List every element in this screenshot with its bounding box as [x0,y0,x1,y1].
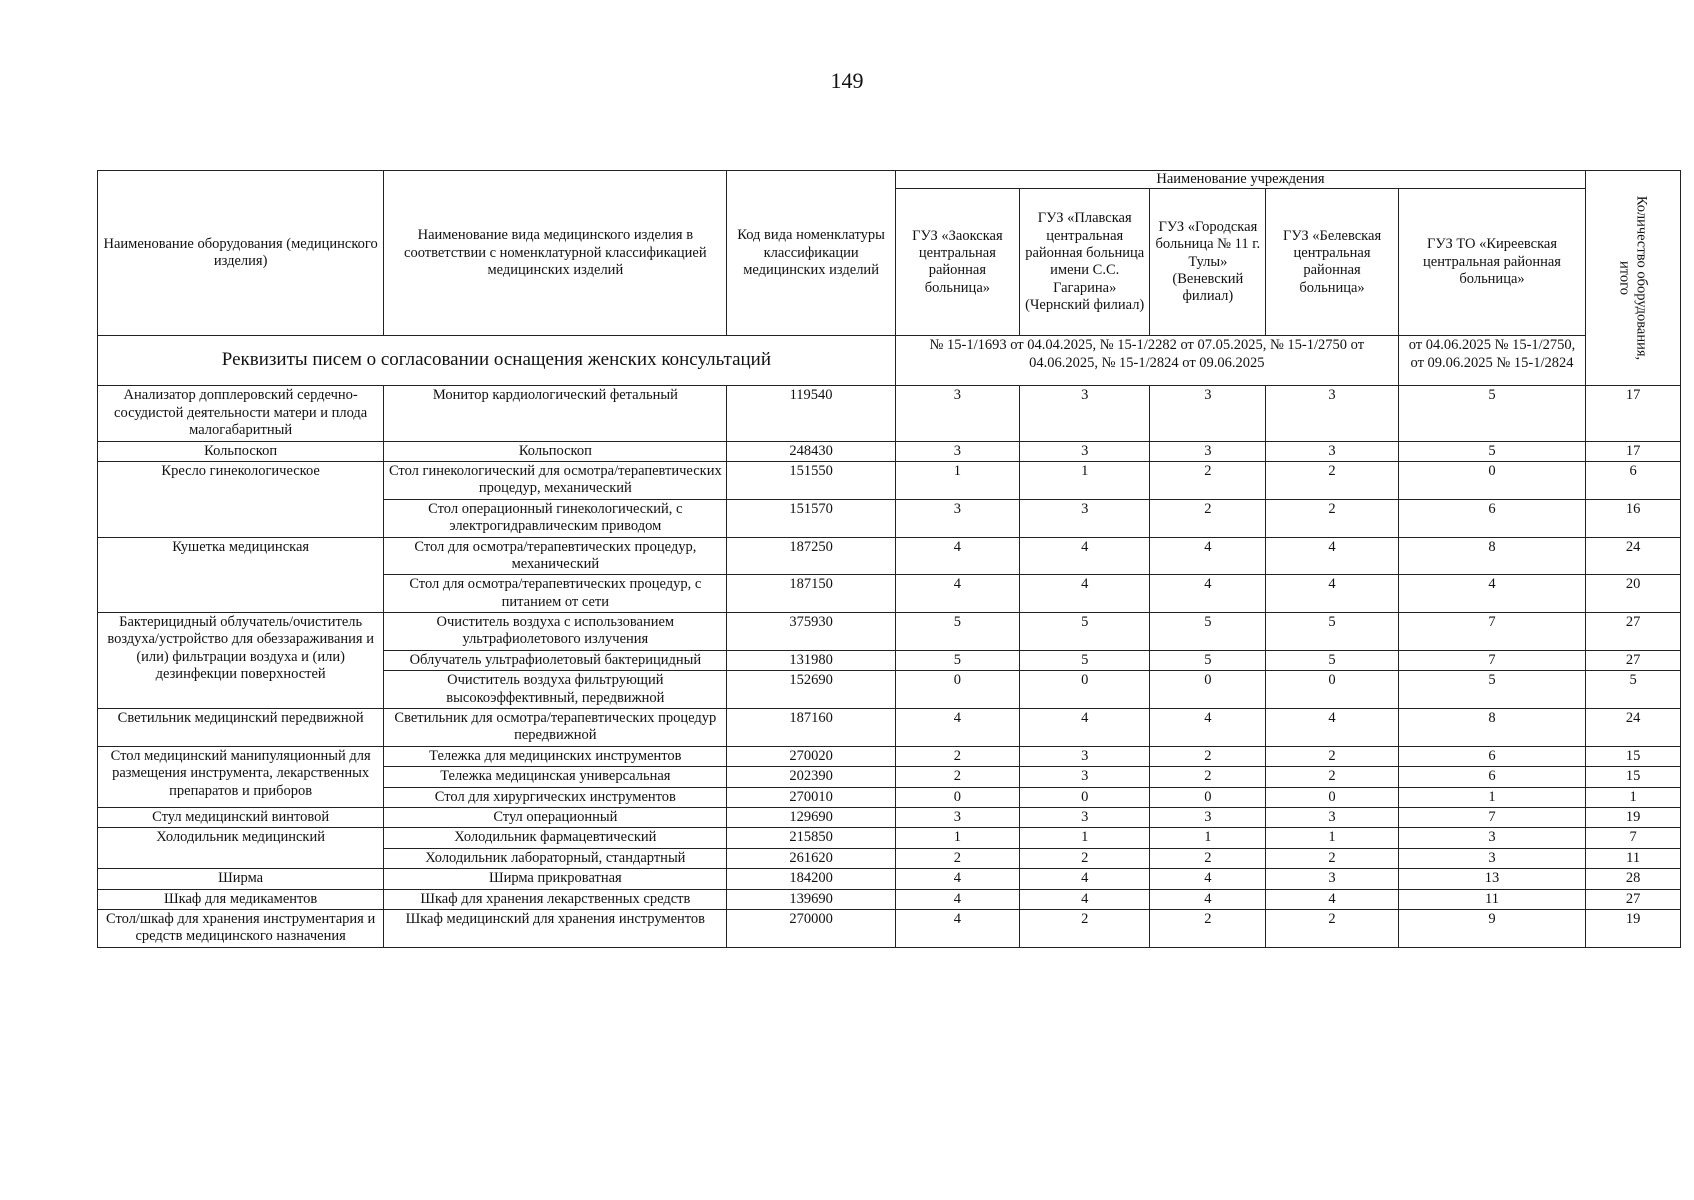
total-cell: 16 [1586,499,1681,537]
quantity-cell-institution-4: 5 [1266,613,1399,651]
quantity-cell-institution-4: 2 [1266,746,1399,766]
device-type-cell: Холодильник лабораторный, стандартный [384,848,727,868]
quantity-cell-institution-4: 0 [1266,671,1399,709]
quantity-cell-institution-5: 8 [1398,537,1585,575]
quantity-cell-institution-4: 2 [1266,499,1399,537]
code-cell: 187250 [727,537,895,575]
quantity-cell-institution-5: 7 [1398,807,1585,827]
quantity-cell-institution-2: 2 [1019,909,1150,947]
quantity-cell-institution-5: 0 [1398,461,1585,499]
equipment-name-cell: Кольпоскоп [98,441,384,461]
quantity-cell-institution-1: 1 [895,461,1019,499]
quantity-cell-institution-4: 1 [1266,828,1399,848]
header-institution-5: ГУЗ ТО «Киреевская центральная районная больница» [1398,189,1585,336]
code-cell: 151570 [727,499,895,537]
equipment-name-cell: Стул медицинский винтовой [98,807,384,827]
total-cell: 24 [1586,709,1681,747]
quantity-cell-institution-2: 1 [1019,461,1150,499]
header-device-type: Наименование вида медицинского изделия в соответствии с номенклатурной классификацией медицинских изделий [384,171,727,336]
quantity-cell-institution-3: 3 [1150,386,1266,441]
quantity-cell-institution-2: 0 [1019,787,1150,807]
quantity-cell-institution-4: 4 [1266,889,1399,909]
quantity-cell-institution-5: 6 [1398,499,1585,537]
equipment-name-cell: Анализатор допплеровский сердечно-сосудистой деятельности матери и плода малогабаритный [98,386,384,441]
quantity-cell-institution-3: 2 [1150,461,1266,499]
quantity-cell-institution-2: 0 [1019,671,1150,709]
total-cell: 24 [1586,537,1681,575]
quantity-cell-institution-5: 3 [1398,828,1585,848]
quantity-cell-institution-1: 2 [895,848,1019,868]
quantity-cell-institution-3: 4 [1150,537,1266,575]
equipment-name-cell: Бактерицидный облучатель/очиститель воздуха/устройство для обеззараживания и (или) фильтрации воздуха и (или) дезинфекции поверхностей [98,613,384,709]
quantity-cell-institution-1: 3 [895,386,1019,441]
code-cell: 375930 [727,613,895,651]
total-cell: 17 [1586,386,1681,441]
header-total [1586,171,1681,386]
quantity-cell-institution-2: 2 [1019,848,1150,868]
device-type-cell: Холодильник фармацевтический [384,828,727,848]
table-row [98,441,1681,461]
quantity-cell-institution-3: 2 [1150,499,1266,537]
quantity-cell-institution-3: 3 [1150,807,1266,827]
quantity-cell-institution-1: 2 [895,746,1019,766]
quantity-cell-institution-5: 6 [1398,767,1585,787]
quantity-cell-institution-1: 4 [895,537,1019,575]
quantity-cell-institution-3: 1 [1150,828,1266,848]
device-type-cell: Очиститель воздуха с использованием ультрафиолетового излучения [384,613,727,651]
quantity-cell-institution-3: 0 [1150,671,1266,709]
equipment-name-cell: Стол/шкаф для хранения инструментария и средств медицинского назначения [98,909,384,947]
total-cell: 7 [1586,828,1681,848]
quantity-cell-institution-2: 4 [1019,869,1150,889]
quantity-cell-institution-1: 0 [895,671,1019,709]
header-institution-group: Наименование учреждения [895,171,1585,189]
quantity-cell-institution-1: 3 [895,441,1019,461]
total-cell: 19 [1586,909,1681,947]
code-cell: 261620 [727,848,895,868]
table-row [98,709,1681,747]
code-cell: 119540 [727,386,895,441]
quantity-cell-institution-5: 6 [1398,746,1585,766]
quantity-cell-institution-3: 2 [1150,767,1266,787]
quantity-cell-institution-5: 5 [1398,441,1585,461]
table-row [98,613,1681,651]
equipment-name-cell: Шкаф для медикаментов [98,889,384,909]
code-cell: 184200 [727,869,895,889]
code-cell: 248430 [727,441,895,461]
device-type-cell: Стол для осмотра/терапевтических процедур, механический [384,537,727,575]
equipment-name-cell: Кушетка медицинская [98,537,384,613]
code-cell: 139690 [727,889,895,909]
quantity-cell-institution-2: 3 [1019,499,1150,537]
code-cell: 187150 [727,575,895,613]
code-cell: 187160 [727,709,895,747]
total-cell: 27 [1586,613,1681,651]
quantity-cell-institution-2: 4 [1019,575,1150,613]
page-number: 149 [830,68,864,93]
quantity-cell-institution-1: 0 [895,787,1019,807]
quantity-cell-institution-4: 0 [1266,787,1399,807]
code-cell: 129690 [727,807,895,827]
code-cell: 270010 [727,787,895,807]
header-equipment: Наименование оборудования (медицинского изделия) [98,171,384,336]
code-cell: 131980 [727,650,895,670]
device-type-cell: Шкаф для хранения лекарственных средств [384,889,727,909]
quantity-cell-institution-4: 4 [1266,537,1399,575]
device-type-cell: Очиститель воздуха фильтрующий высокоэффективный, передвижной [384,671,727,709]
code-cell: 202390 [727,767,895,787]
equipment-table [97,170,1681,948]
quantity-cell-institution-2: 5 [1019,650,1150,670]
code-cell: 152690 [727,671,895,709]
equipment-name-cell: Холодильник медицинский [98,828,384,869]
quantity-cell-institution-1: 5 [895,613,1019,651]
header-institution-1: ГУЗ «Заокская центральная районная больница» [895,189,1019,336]
quantity-cell-institution-5: 7 [1398,650,1585,670]
total-cell: 1 [1586,787,1681,807]
code-cell: 270000 [727,909,895,947]
device-type-cell: Монитор кардиологический фетальный [384,386,727,441]
equipment-name-cell: Стол медицинский манипуляционный для размещения инструмента, лекарственных препаратов и приборов [98,746,384,807]
device-type-cell: Шкаф медицинский для хранения инструментов [384,909,727,947]
table-row [98,889,1681,909]
quantity-cell-institution-1: 2 [895,767,1019,787]
quantity-cell-institution-5: 5 [1398,386,1585,441]
equipment-name-cell: Ширма [98,869,384,889]
quantity-cell-institution-4: 2 [1266,767,1399,787]
quantity-cell-institution-4: 3 [1266,441,1399,461]
quantity-cell-institution-5: 13 [1398,869,1585,889]
requisites-label: Реквизиты писем о согласовании оснащения женских консультаций [98,336,896,386]
header-total-label: Количество оборудования, итого [1617,196,1650,361]
total-cell: 19 [1586,807,1681,827]
quantity-cell-institution-1: 4 [895,575,1019,613]
device-type-cell: Тележка медицинская универсальная [384,767,727,787]
header-institution-2: ГУЗ «Плавская центральная районная больница имени С.С. Гагарина» (Чернский филиал) [1019,189,1150,336]
quantity-cell-institution-1: 4 [895,709,1019,747]
quantity-cell-institution-2: 3 [1019,746,1150,766]
quantity-cell-institution-3: 4 [1150,709,1266,747]
table-row [98,746,1681,766]
quantity-cell-institution-5: 1 [1398,787,1585,807]
quantity-cell-institution-2: 3 [1019,386,1150,441]
quantity-cell-institution-2: 3 [1019,807,1150,827]
quantity-cell-institution-4: 2 [1266,461,1399,499]
equipment-name-cell: Светильник медицинский передвижной [98,709,384,747]
quantity-cell-institution-4: 4 [1266,709,1399,747]
total-cell: 15 [1586,746,1681,766]
quantity-cell-institution-2: 4 [1019,537,1150,575]
quantity-cell-institution-2: 3 [1019,441,1150,461]
header-institution-4: ГУЗ «Белевская центральная районная больница» [1266,189,1399,336]
header-institution-3: ГУЗ «Городская больница № 11 г. Тулы» (Веневский филиал) [1150,189,1266,336]
equipment-name-cell: Кресло гинекологическое [98,461,384,537]
quantity-cell-institution-3: 2 [1150,746,1266,766]
device-type-cell: Ширма прикроватная [384,869,727,889]
quantity-cell-institution-1: 4 [895,869,1019,889]
total-cell: 15 [1586,767,1681,787]
code-cell: 270020 [727,746,895,766]
quantity-cell-institution-1: 4 [895,889,1019,909]
quantity-cell-institution-3: 0 [1150,787,1266,807]
device-type-cell: Кольпоскоп [384,441,727,461]
quantity-cell-institution-1: 4 [895,909,1019,947]
code-cell: 151550 [727,461,895,499]
quantity-cell-institution-4: 2 [1266,909,1399,947]
table-row [98,461,1681,499]
quantity-cell-institution-5: 4 [1398,575,1585,613]
total-cell: 28 [1586,869,1681,889]
quantity-cell-institution-1: 5 [895,650,1019,670]
quantity-cell-institution-2: 5 [1019,613,1150,651]
quantity-cell-institution-4: 3 [1266,869,1399,889]
table-row [98,807,1681,827]
quantity-cell-institution-5: 5 [1398,671,1585,709]
quantity-cell-institution-3: 3 [1150,441,1266,461]
quantity-cell-institution-3: 5 [1150,650,1266,670]
quantity-cell-institution-3: 4 [1150,575,1266,613]
quantity-cell-institution-2: 4 [1019,709,1150,747]
quantity-cell-institution-4: 2 [1266,848,1399,868]
header-code: Код вида номенклатуры классификации медицинских изделий [727,171,895,336]
code-cell: 215850 [727,828,895,848]
quantity-cell-institution-1: 1 [895,828,1019,848]
quantity-cell-institution-4: 5 [1266,650,1399,670]
device-type-cell: Стол гинекологический для осмотра/терапевтических процедур, механический [384,461,727,499]
table-row [98,386,1681,441]
table-row [98,828,1681,848]
quantity-cell-institution-4: 3 [1266,807,1399,827]
total-cell: 27 [1586,650,1681,670]
quantity-cell-institution-3: 2 [1150,909,1266,947]
total-cell: 27 [1586,889,1681,909]
quantity-cell-institution-2: 3 [1019,767,1150,787]
device-type-cell: Облучатель ультрафиолетовый бактерицидный [384,650,727,670]
requisites-kireevsk: от 04.06.2025 № 15-1/2750, от 09.06.2025 № 15-1/2824 [1398,336,1585,386]
quantity-cell-institution-4: 4 [1266,575,1399,613]
quantity-cell-institution-1: 3 [895,807,1019,827]
total-cell: 6 [1586,461,1681,499]
quantity-cell-institution-3: 4 [1150,889,1266,909]
device-type-cell: Тележка для медицинских инструментов [384,746,727,766]
total-cell: 11 [1586,848,1681,868]
quantity-cell-institution-5: 11 [1398,889,1585,909]
quantity-cell-institution-5: 3 [1398,848,1585,868]
table-row [98,909,1681,947]
total-cell: 5 [1586,671,1681,709]
equipment-table-body [98,386,1681,947]
quantity-cell-institution-4: 3 [1266,386,1399,441]
quantity-cell-institution-2: 4 [1019,889,1150,909]
table-row [98,869,1681,889]
quantity-cell-institution-1: 3 [895,499,1019,537]
quantity-cell-institution-3: 2 [1150,848,1266,868]
device-type-cell: Стол для осмотра/терапевтических процедур, с питанием от сети [384,575,727,613]
table-row [98,537,1681,575]
device-type-cell: Светильник для осмотра/терапевтических процедур передвижной [384,709,727,747]
quantity-cell-institution-3: 4 [1150,869,1266,889]
total-cell: 17 [1586,441,1681,461]
total-cell: 20 [1586,575,1681,613]
requisites-first-four: № 15-1/1693 от 04.04.2025, № 15-1/2282 от 07.05.2025, № 15-1/2750 от 04.06.2025, № 15-1/2824 от 09.06.2025 [895,336,1398,386]
quantity-cell-institution-5: 9 [1398,909,1585,947]
device-type-cell: Стол операционный гинекологический, с электрогидравлическим приводом [384,499,727,537]
quantity-cell-institution-5: 8 [1398,709,1585,747]
quantity-cell-institution-5: 7 [1398,613,1585,651]
quantity-cell-institution-3: 5 [1150,613,1266,651]
device-type-cell: Стул операционный [384,807,727,827]
device-type-cell: Стол для хирургических инструментов [384,787,727,807]
quantity-cell-institution-2: 1 [1019,828,1150,848]
